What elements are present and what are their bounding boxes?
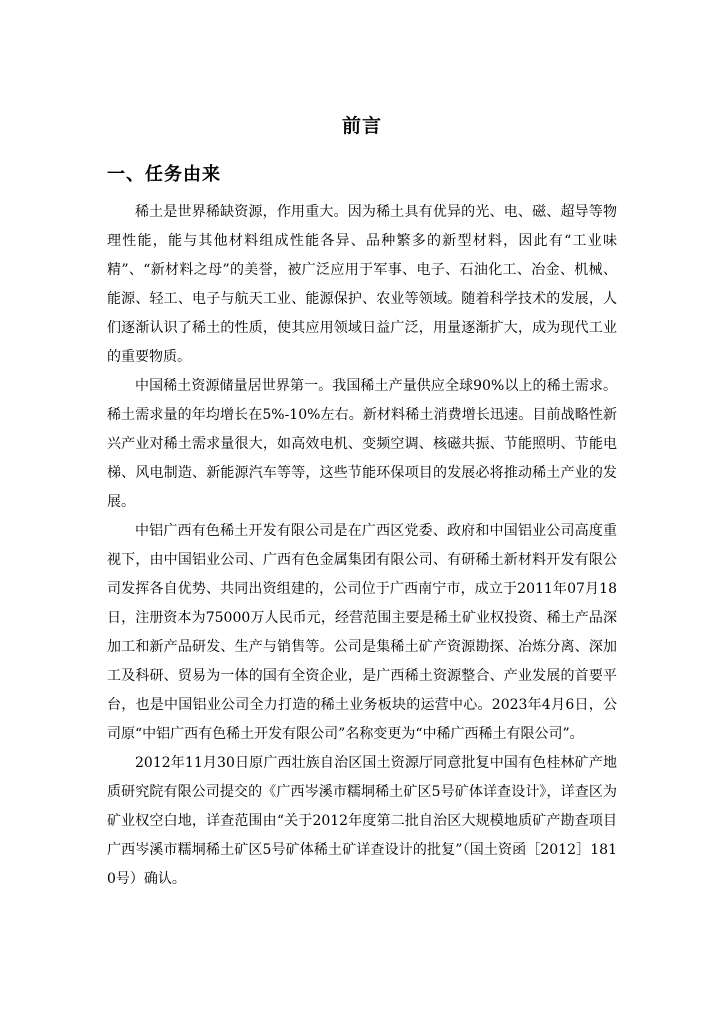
paragraph-company-profile: 中铝广西有色稀土开发有限公司是在广西区党委、政府和中国铝业公司高度重视下，由中国铝业公司、广西有色金属集团有限公司、有研稀土新材料开发有限公司发挥各自优势、共同出资组建的，公司位于广西南宁市，成立于2011年07月18日，注册资本为75000万人民币元，经营范围主要是稀土矿业权投资、稀土产品深加工和新产品研发、生产与销售等。公司是集稀土矿产资源勘探、冶炼分离、深加工及科研、贸易为一体的国有全资企业，是广西稀土资源整合、产业发展的首要平台，也是中国铝业公司全力打造的稀土业务板块的运营中心。2023年4月6日，公司原“中铝广西有色稀土开发有限公司”名称变更为“中稀广西稀土有限公司”。: [107, 523, 617, 742]
paragraph-exploration-approval: 2012年11月30日原广西壮族自治区国土资源厅同意批复中国有色桂林矿产地质研究院有限公司提交的《广西岑溪市糯垌稀土矿区5号矿体详查设计》，详查区为矿业权空白地，详查范围由“关于2012年度第二批自治区大规模地质矿产勘查项目广西岑溪市糯垌稀土矿区5号矿体稀土矿详查设计的批复”（国土资函［2012］1810号）确认。: [107, 755, 617, 887]
document-body: [107, 198, 617, 894]
section-heading: 一、任务由来: [107, 164, 221, 185]
paragraph-rare-earth-importance: 稀土是世界稀缺资源，作用重大。因为稀土具有优异的光、电、磁、超导等物理性能，能与其他材料组成性能各异、品种繁多的新型材料，因此有“工业味精”、“新材料之母”的美誉，被广泛应用于军事、电子、石油化工、冶金、机械、能源、轻工、电子与航天工业、能源保护、农业等领域。随着科学技术的发展，人们逐渐认识了稀土的性质，使其应用领域日益广泛，用量逐渐扩大，成为现代工业的重要物质。: [107, 204, 617, 365]
paragraph-china-reserves: 中国稀土资源储量居世界第一。我国稀土产量供应全球90%以上的稀土需求。稀土需求量的年均增长在5%-10%左右。新材料稀土消费增长迅速。目前战略性新兴产业对稀土需求量很大，如高效电机、变频空调、核磁共振、节能照明、节能电梯、风电制造、新能源汽车等等，这些节能环保项目的发展必将推动稀土产业的发展。: [107, 378, 617, 510]
page-title: 前言: [341, 115, 382, 137]
